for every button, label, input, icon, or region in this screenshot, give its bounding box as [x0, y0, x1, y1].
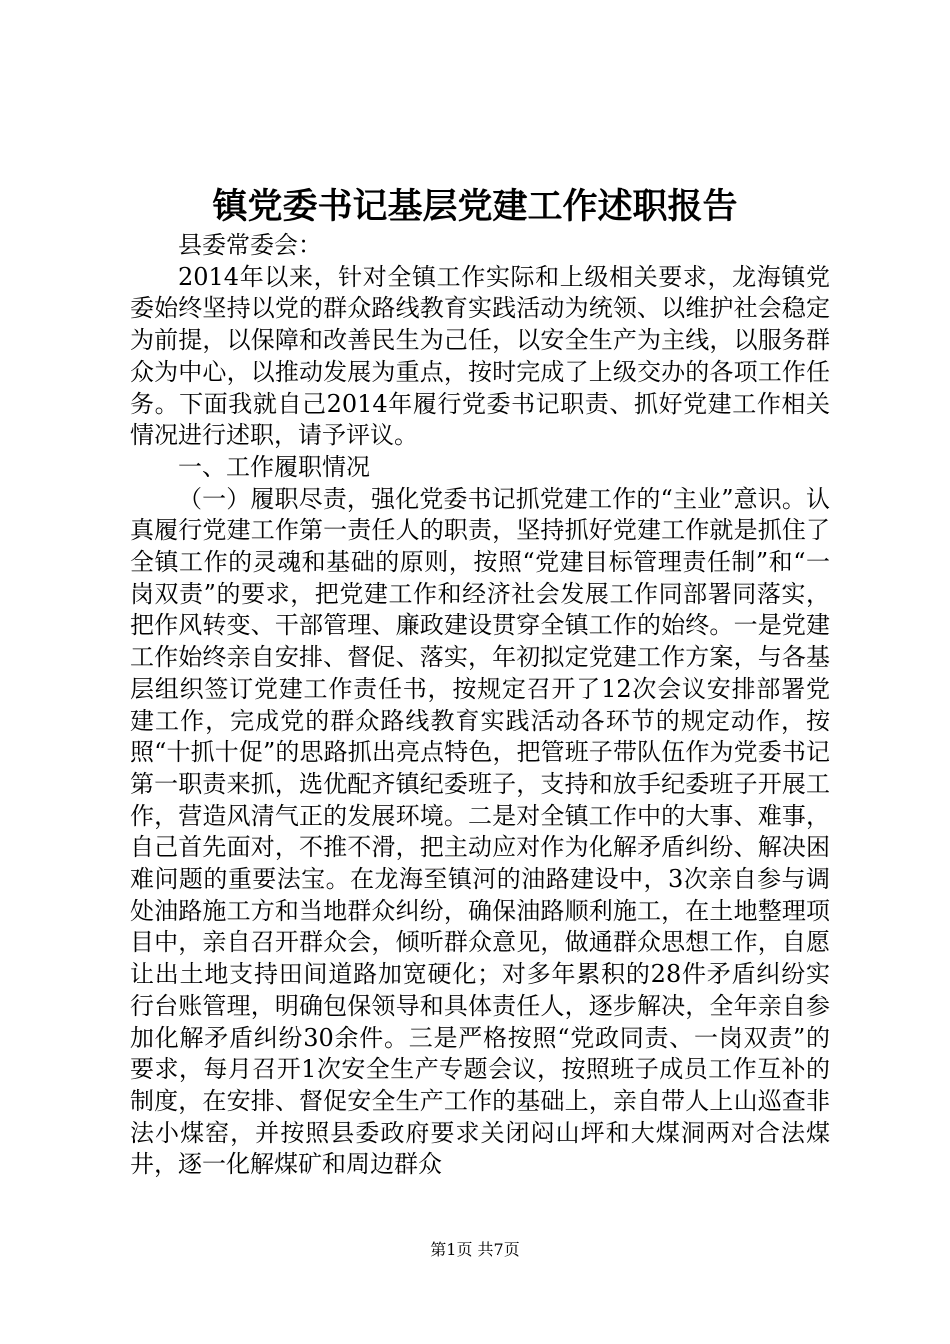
section-heading: 一、工作履职情况	[178, 452, 370, 481]
salutation: 县委常委会：	[178, 231, 322, 259]
paragraph-intro: 2014年以来，针对全镇工作实际和上级相关要求，龙海镇党委始终坚持以党的群众路线教育实践活动为统领、以维护社会稳定为前提，以保障和改善民生为己任，以安全生产为主线，以服务群众为中心，以推动发展为重点，按时完成了上级交办的各项工作任务。下面我就自己2014年履行党委书记职责、抓好党建工作相关情况进行述职，请予评议。	[130, 262, 830, 450]
paragraph-section-1: （一）履职尽责，强化党委书记抓党建工作的“主业”意识。认真履行党建工作第一责任人的职责，坚持抓好党建工作就是抓住了全镇工作的灵魂和基础的原则，按照“党建目标管理责任制”和“一岗双责”的要求，把党建工作和经济社会发展工作同部署同落实，把作风转变、干部管理、廉政建设贯穿全镇工作的始终。一是党建工作始终亲自安排、督促、落实，年初拟定党建工作方案，与各基层组织签订党建工作责任书，按规定召开了12次会议安排部署党建工作，完成党的群众路线教育实践活动各环节的规定动作，按照“十抓十促”的思路抓出亮点特色，把管班子带队伍作为党委书记第一职责来抓，选优配齐镇纪委班子，支持和放手纪委班子开展工作，营造风清气正的发展环境。二是对全镇工作中的大事、难事，自己首先面对，不推不滑，把主动应对作为化解矛盾纠纷、解决困难问题的重要法宝。在龙海至镇河的油路建设中，3次亲自参与调处油路施工方和当地群众纠纷，确保油路顺利施工，在土地整理项目中，亲自召开群众会，倾听群众意见，做通群众思想工作，自愿让出土地支持田间道路加宽硬化；对多年累积的28件矛盾纠纷实行台账管理，明确包保领导和具体责任人，逐步解决，全年亲自参加化解矛盾纠纷30余件。三是严格按照“党政同责、一岗双责”的要求，每月召开1次安全生产专题会议，按照班子成员工作互补的制度，在安排、督促安全生产工作的基础上，亲自带人上山巡查非法小煤窑，并按照县委政府要求关闭闷山坪和大煤洞两对合法煤井，逐一化解煤矿和周边群众	[130, 484, 830, 1179]
document-title: 镇党委书记基层党建工作述职报告	[212, 186, 738, 227]
document-body	[130, 230, 830, 1181]
page-footer: 第1页 共7页	[430, 1240, 520, 1259]
